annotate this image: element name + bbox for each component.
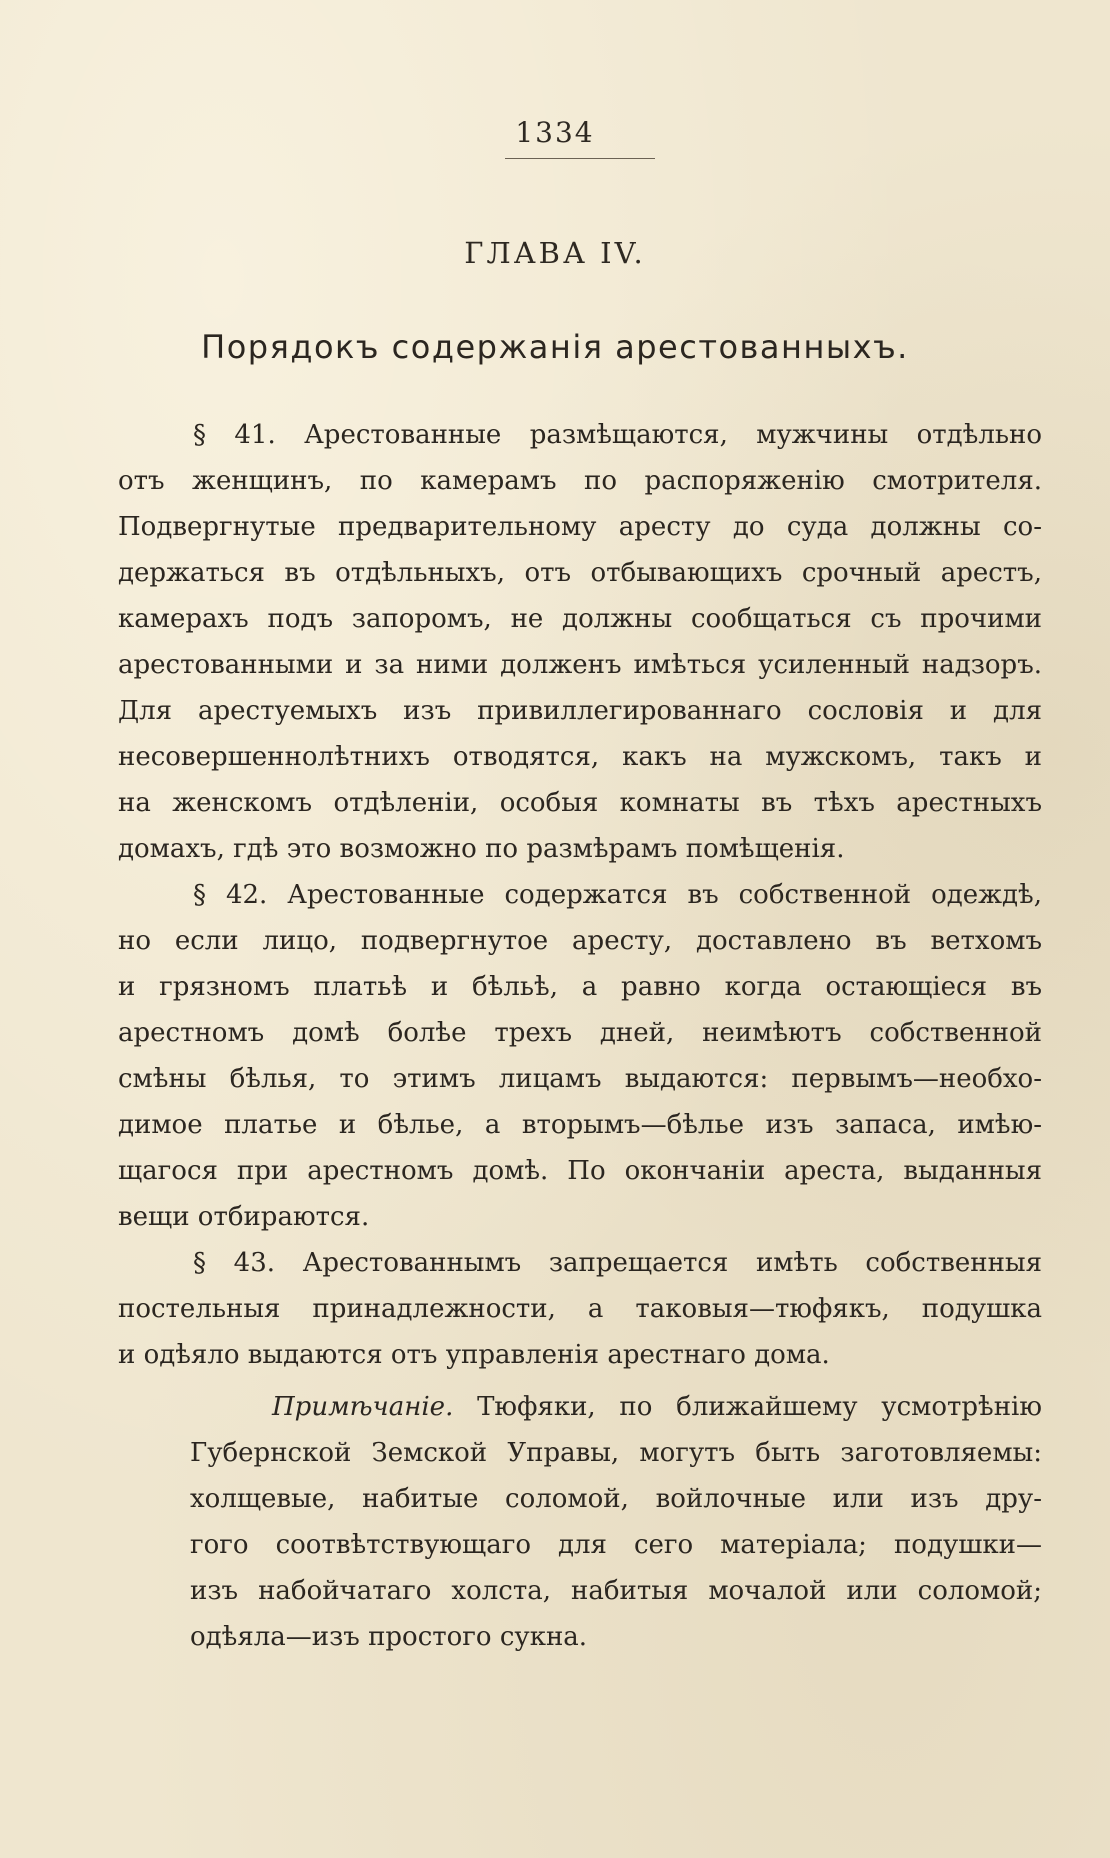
text-line: держаться въ отдѣльныхъ, отъ отбывающихъ срочный арестъ, [118, 558, 1042, 588]
text-line: § 42. Арестованные содержатся въ собственной одеждѣ, [193, 880, 1042, 910]
note-first-line [190, 1384, 1042, 1430]
footnote-block [118, 1384, 1042, 1660]
paragraph-42 [118, 872, 1042, 1240]
note-label: Примѣчаніе. [272, 1392, 454, 1422]
text-line: Для арестуемыхъ изъ привиллегированнаго сословія и для [118, 696, 1042, 726]
text-line: на женскомъ отдѣленіи, особыя комнаты въ тѣхъ арестныхъ [118, 788, 1042, 818]
text-line: димое платье и бѣлье, а вторымъ—бѣлье изъ запаса, имѣю- [118, 1110, 1042, 1140]
chapter-heading: ГЛАВА IV. [464, 236, 646, 270]
text-line: Губернской Земской Управы, могутъ быть заготовляемы: [190, 1438, 1042, 1468]
section-title: Порядокъ содержанія арестованныхъ. [201, 328, 909, 366]
text-line: арестномъ домѣ болѣе трехъ дней, неимѣютъ собственной [118, 1018, 1042, 1048]
text-line: камерахъ подъ запоромъ, не должны сообщаться съ прочими [118, 604, 1042, 634]
note-first-rest: Тюфяки, по ближайшему усмотрѣнію [453, 1392, 1042, 1422]
paragraph-41 [118, 412, 1042, 872]
text-line: одѣяла—изъ простого сукна. [190, 1622, 588, 1652]
text-line: § 43. Арестованнымъ запрещается имѣть собственныя [193, 1248, 1042, 1278]
text-line: смѣны бѣлья, то этимъ лицамъ выдаются: первымъ—необхо- [118, 1064, 1042, 1094]
text-line: но если лицо, подвергнутое аресту, доставлено въ ветхомъ [118, 926, 1042, 956]
text-line: арестованными и за ними долженъ имѣться усиленный надзоръ. [118, 650, 1042, 680]
text-line: Подвергнутые предварительному аресту до суда должны со- [118, 512, 1042, 542]
text-line: гого соотвѣтствующаго для сего матеріала; подушки— [190, 1530, 1042, 1560]
text-line: холщевые, набитые соломой, войлочные или изъ дру- [190, 1484, 1042, 1514]
body-text [118, 412, 1042, 1660]
page-number: 1334 [515, 116, 595, 149]
text-line: изъ набойчатаго холста, набитыя мочалой или соломой; [190, 1576, 1042, 1606]
text-line: щагося при арестномъ домѣ. По окончаніи ареста, выданныя [118, 1156, 1042, 1186]
paragraph-43 [118, 1240, 1042, 1378]
text-line: § 41. Арестованные размѣщаются, мужчины отдѣльно [193, 420, 1042, 450]
text-line: и грязномъ платьѣ и бѣльѣ, а равно когда остающіеся въ [118, 972, 1042, 1002]
header-rule [505, 158, 655, 159]
text-line: отъ женщинъ, по камерамъ по распоряженію смотрителя. [118, 466, 1042, 496]
text-line: несовершеннолѣтнихъ отводятся, какъ на мужскомъ, такъ и [118, 742, 1042, 772]
text-line: постельныя принадлежности, а таковыя—тюфякъ, подушка [118, 1294, 1042, 1324]
text-line: домахъ, гдѣ это возможно по размѣрамъ помѣщенія. [118, 834, 845, 864]
text-line: и одѣяло выдаются отъ управленія арестнаго дома. [118, 1340, 830, 1370]
text-line: вещи отбираются. [118, 1202, 370, 1232]
